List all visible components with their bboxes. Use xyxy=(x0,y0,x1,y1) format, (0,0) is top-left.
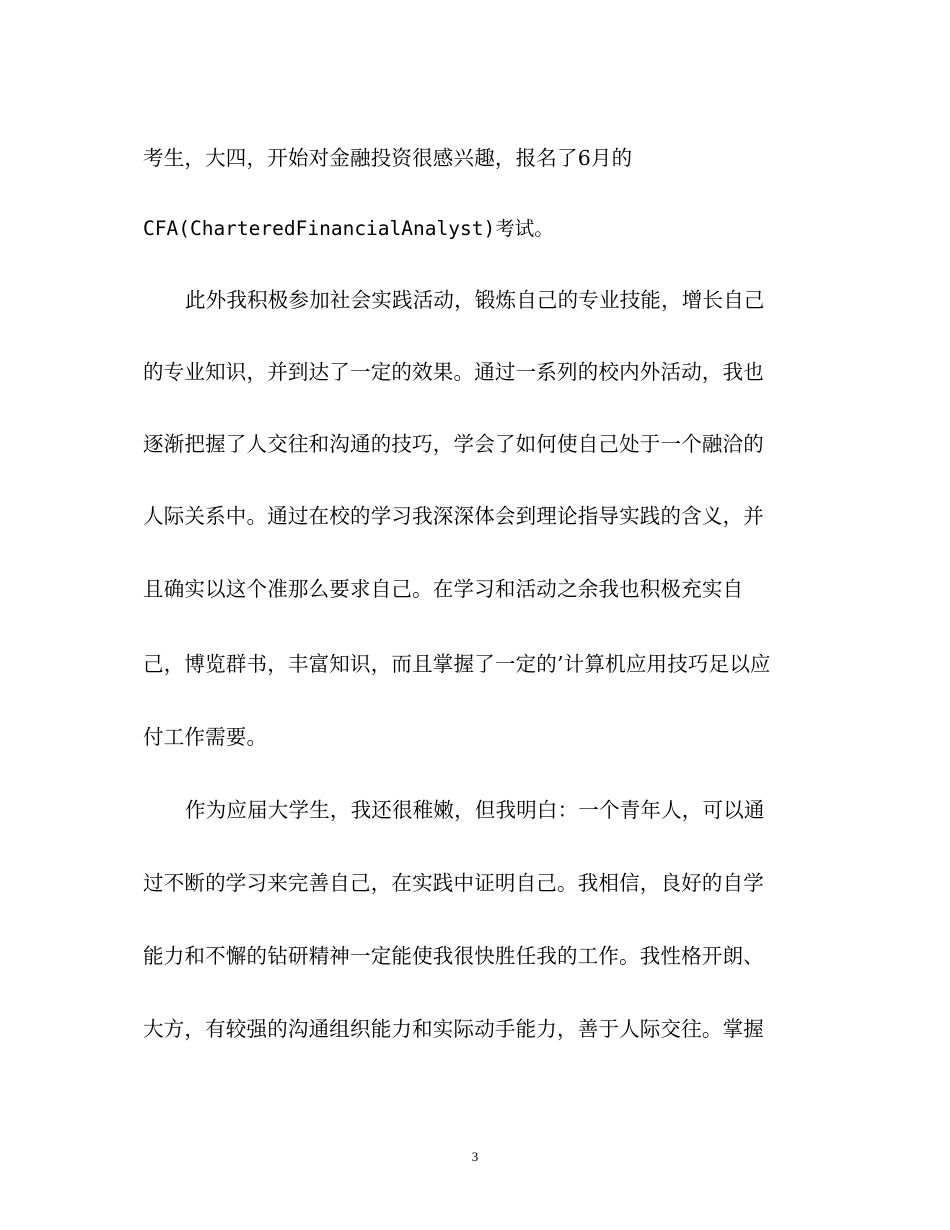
text-line-13: 大方，有较强的沟通组织能力和实际动手能力，善于人际交往。掌握 xyxy=(143,1017,764,1041)
text-line-3: 此外我积极参加社会实践活动，锻炼自己的专业技能，增长自己 xyxy=(185,288,765,312)
text-line-1: 考生，大四，开始对金融投资很感兴趣，报名了6月的 xyxy=(143,146,633,170)
page-number: 3 xyxy=(471,1149,479,1164)
text-line-8: 己，博览群书，丰富知识，而且掌握了一定的’计算机应用技巧足以应 xyxy=(143,652,771,676)
text-line-2: CFA(CharteredFinancialAnalyst)考试。 xyxy=(143,217,554,240)
text-line-11: 过不断的学习来完善自己，在实践中证明自己。我相信，良好的自学 xyxy=(143,871,764,895)
text-line-10: 作为应届大学生，我还很稚嫩，但我明白：一个青年人，可以通 xyxy=(185,798,765,822)
text-line-7: 且确实以这个准那么要求自己。在学习和活动之余我也积极充实自 xyxy=(143,577,744,601)
text-line-9: 付工作需要。 xyxy=(143,725,268,749)
text-line-4: 的专业知识，并到达了一定的效果。通过一系列的校内外活动，我也 xyxy=(143,360,764,384)
text-line-12: 能力和不懈的钻研精神一定能使我很快胜任我的工作。我性格开朗、 xyxy=(143,944,764,968)
text-line-6: 人际关系中。通过在校的学习我深深体会到理论指导实践的含义，并 xyxy=(143,504,764,528)
text-line-5: 逐渐把握了人交往和沟通的技巧，学会了如何使自己处于一个融洽的 xyxy=(143,432,764,456)
